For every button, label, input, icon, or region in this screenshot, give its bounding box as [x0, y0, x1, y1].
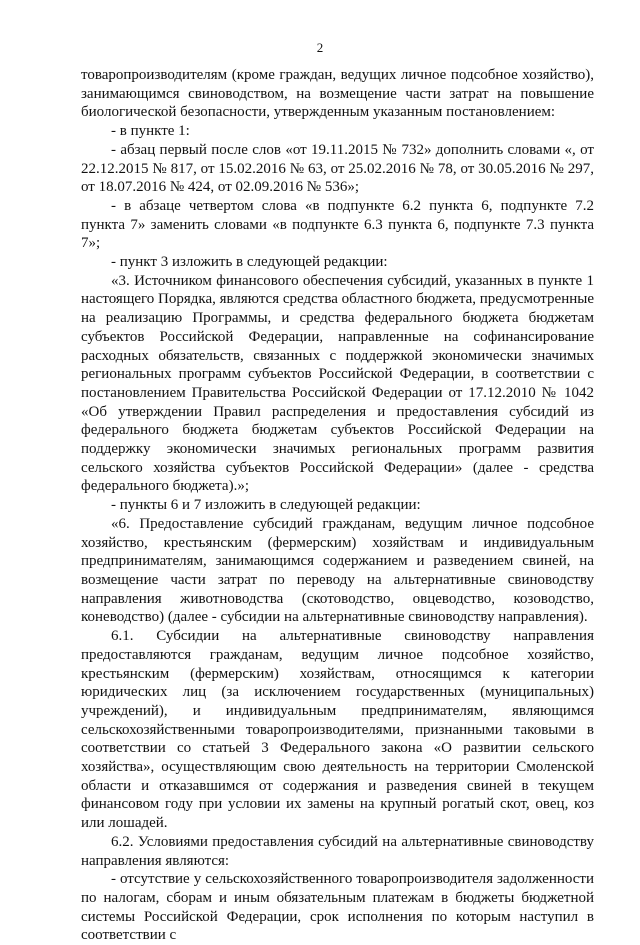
- paragraph-point-6: «6. Предоставление субсидий гражданам, ведущим личное подсобное хозяйство, крестьянским (фермерским) хозяйствам и индивидуальным предпринимателям, занимающимся содержанием и разведением свиней, на возмещение части затрат по переводу на альтернативные свиноводству направления животноводства (скотоводство, овцеводство, козоводство, коневодство) (далее - субсидии на альтернативные свиноводству направления).: [81, 515, 594, 626]
- paragraph-intro: товаропроизводителям (кроме граждан, ведущих личное подсобное хозяйство), занимающимся свиноводством, на возмещение части затрат на повышение биологической безопасности, утвержденным указанным постановлением:: [81, 67, 594, 121]
- paragraph-fourth-subparagraph: - в абзаце четвертом слова «в подпункте 6.2 пункта 6, подпункте 7.2 пункта 7» заменить словами «в подпункте 6.3 пункта 6, подпункте 7.3 пункта 7»;: [81, 197, 594, 252]
- paragraph-points-6-7-heading: - пункты 6 и 7 изложить в следующей редакции:: [111, 497, 421, 514]
- paragraph-point-6-1: 6.1. Субсидии на альтернативные свиноводству направления предоставляются гражданам, ведущим личное подсобное хозяйство, крестьянским (фермерским) хозяйствам, относящимся к категории юридических лиц (за исключением государственных (муниципальных) учреждений), и индивидуальным предпринимателям, являющимся сельскохозяйственными товаропроизводителями, признанными таковыми в соответствии со статьей 3 Федерального закона «О развитии сельского хозяйства», осуществляющим свою деятельность на территории Смоленской области и отказавшимся от содержания и разведения свиней в текущем финансовом году при условии их замены на крупный рогатый скот, овец, коз или лошадей.: [81, 628, 594, 832]
- document-body: [81, 66, 594, 945]
- paragraph-point-6-2: 6.2. Условиями предоставления субсидий на альтернативные свиноводству направления являются:: [81, 833, 594, 869]
- paragraph-point-1: - в пункте 1:: [111, 123, 190, 140]
- paragraph-condition-debt: - отсутствие у сельскохозяйственного товаропроизводителя задолженности по налогам, сборам и иным обязательным платежам в бюджеты бюджетной системы Российской Федерации, срок исполнения по которым наступил в соответствии с: [81, 871, 594, 944]
- paragraph-point-3-heading: - пункт 3 изложить в следующей редакции:: [111, 254, 388, 271]
- paragraph-first-subparagraph: - абзац первый после слов «от 19.11.2015 № 732» дополнить словами «, от 22.12.2015 № 817, от 15.02.2016 № 63, от 25.02.2016 № 78, от 30.05.2016 № 297, от 18.07.2016 № 424, от 02.09.2016 № 536»;: [81, 141, 594, 196]
- paragraph-point-3-text: «3. Источником финансового обеспечения субсидий, указанных в пункте 1 настоящего Порядка, являются средства областного бюджета, предусмотренные на реализацию Программы, и средства федерального бюджета бюджетам субъектов Российской Федерации, направленные на софинансирование расходных обязательств, связанных с поддержкой экономически значимых региональных программ субъектов Российской Федерации, в соответствии с постановлением Правительства Российской Федерации от 17.12.2010 № 1042 «Об утверждении Правил распределения и предоставления субсидий из федерального бюджета бюджетам субъектов Российской Федерации на поддержку экономически значимых региональных программ развития сельского хозяйства субъектов Российской Федерации» (далее - средства федерального бюджета).»;: [81, 272, 594, 495]
- page-number: 2: [316, 40, 324, 55]
